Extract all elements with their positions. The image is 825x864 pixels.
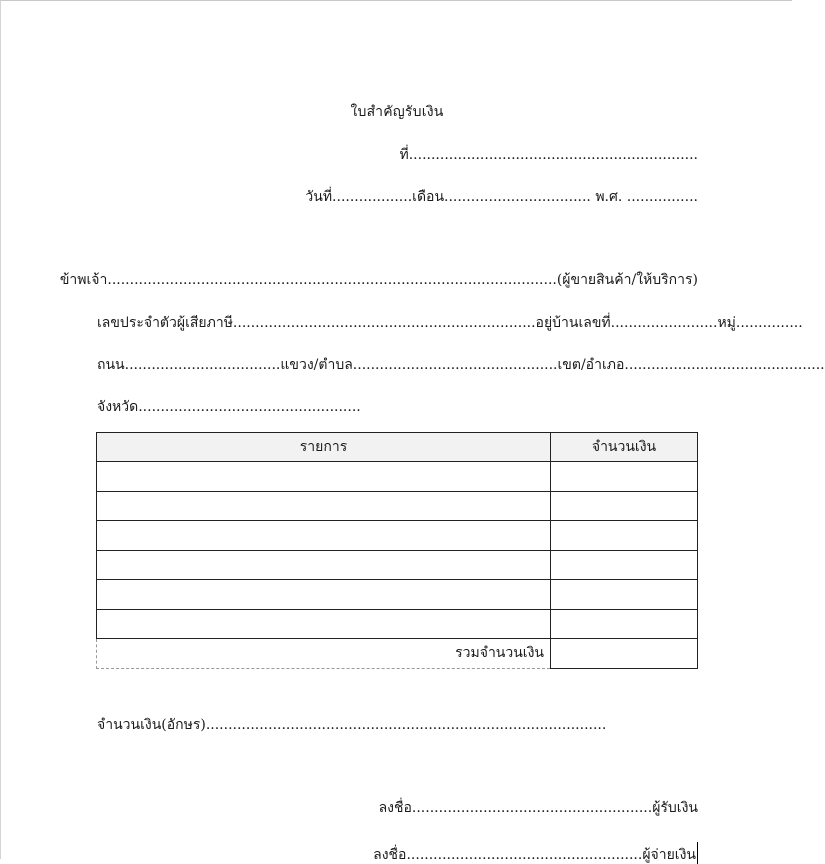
document-number-line: ที่.................................................................	[399, 147, 698, 163]
receiver-signature-line: ลงชื่อ......................................................ผู้รับเงิน	[378, 800, 698, 816]
text-cursor	[697, 842, 698, 864]
amount-cell[interactable]	[551, 491, 698, 521]
province-line: จังหวัด..................................................	[97, 399, 361, 415]
item-cell[interactable]	[97, 580, 551, 610]
total-row	[97, 639, 698, 669]
item-cell[interactable]	[97, 609, 551, 639]
table-header-row	[97, 433, 698, 462]
item-cell[interactable]	[97, 491, 551, 521]
district-label: เขต/อำเภอ.............................................	[557, 357, 825, 373]
header-item: รายการ	[97, 433, 551, 462]
amount-cell[interactable]	[551, 550, 698, 580]
item-cell[interactable]	[97, 550, 551, 580]
item-cell[interactable]	[97, 521, 551, 551]
house-number-label: อยู่บ้านเลขที่........................	[535, 315, 718, 331]
table-row	[97, 491, 698, 521]
subdistrict-label: แขวง/ตำบล..............................................	[280, 357, 558, 373]
table-row	[97, 462, 698, 492]
road-label: ถนน...................................	[97, 357, 281, 373]
document-title: ใบสำคัญรับเงิน	[350, 104, 444, 120]
amount-cell[interactable]	[551, 580, 698, 610]
amount-cell[interactable]	[551, 609, 698, 639]
payer-signature-line	[373, 842, 698, 864]
table-row	[97, 521, 698, 551]
payee-line: ข้าพเจ้า.....................................................................................................(ผู้ขายสินค้า/ให้บริการ)	[59, 272, 698, 288]
tax-id-address-line	[97, 314, 803, 332]
date-line: วันที่..................เดือน................................. พ.ศ. ................	[305, 189, 698, 205]
table-row	[97, 580, 698, 610]
amount-in-words-line: จำนวนเงิน(อักษร)..........................................................................................	[97, 717, 607, 733]
amount-cell[interactable]	[551, 462, 698, 492]
header-amount: จำนวนเงิน	[551, 433, 698, 462]
table-row	[97, 609, 698, 639]
amount-cell[interactable]	[551, 521, 698, 551]
item-cell[interactable]	[97, 462, 551, 492]
total-label: รวมจำนวนเงิน	[97, 639, 551, 669]
payer-signature-text: ลงชื่อ.....................................................ผู้จ่ายเงิน	[373, 847, 696, 863]
address-line	[97, 356, 825, 374]
moo-label: หมู่...............	[717, 315, 803, 331]
tax-id-label: เลขประจำตัวผู้เสียภาษี....................................................................	[97, 315, 536, 331]
total-amount-cell[interactable]	[551, 639, 698, 669]
table-row	[97, 550, 698, 580]
items-table	[96, 432, 698, 669]
